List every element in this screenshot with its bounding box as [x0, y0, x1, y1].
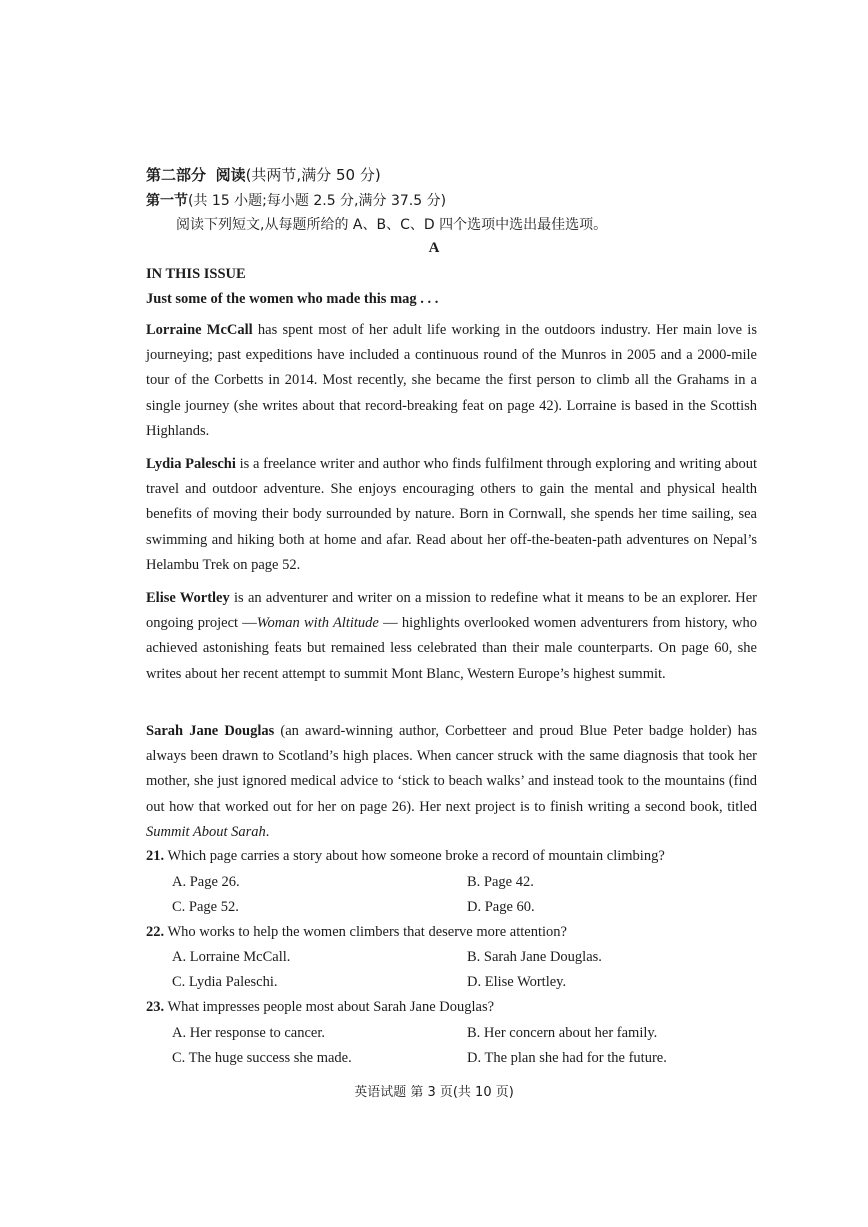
- page-footer: 英语试题 第 3 页(共 10 页): [354, 1085, 514, 1100]
- profile-name: Lorraine McCall: [146, 322, 253, 338]
- question-number: 22.: [146, 924, 165, 940]
- subsection-note: (共 15 小题;每小题 2.5 分,满分 37.5 分): [188, 193, 447, 209]
- option-21-c[interactable]: C. Page 52.: [172, 899, 239, 915]
- instruction-text: 阅读下列短文,从每题所给的 A、B、C、D 四个选项中选出最佳选项。: [176, 217, 608, 233]
- subsection-heading: [146, 190, 446, 210]
- profile-lorraine: [146, 318, 757, 444]
- question-23: [146, 999, 494, 1016]
- option-22-d[interactable]: D. Elise Wortley.: [467, 974, 567, 990]
- option-23-a[interactable]: A. Her response to cancer.: [172, 1025, 325, 1041]
- part-name: 阅读: [215, 166, 246, 184]
- option-22-c[interactable]: C. Lydia Paleschi.: [172, 974, 278, 990]
- question-stem: Who works to help the women climbers that deserve more attention?: [167, 924, 567, 940]
- question-number: 23.: [146, 999, 165, 1015]
- option-22-a[interactable]: A. Lorraine McCall.: [172, 949, 291, 965]
- passage-heading: IN THIS ISSUE: [146, 266, 246, 282]
- question-22: [146, 924, 567, 941]
- question-stem: What impresses people most about Sarah Jane Douglas?: [167, 999, 495, 1015]
- profile-sarah: [146, 719, 757, 845]
- book-title: Summit About Sarah: [146, 823, 266, 840]
- option-21-d[interactable]: D. Page 60.: [467, 899, 535, 915]
- option-23-d[interactable]: D. The plan she had for the future.: [467, 1050, 667, 1066]
- profile-elise: [146, 586, 757, 687]
- profile-text-cont: .: [265, 823, 270, 840]
- profile-name: Sarah Jane Douglas: [146, 723, 275, 739]
- option-21-a[interactable]: A. Page 26.: [172, 874, 240, 890]
- subsection-title: 第一节: [146, 193, 188, 209]
- profile-text: (an award-winning author, Corbetteer and proud Blue Peter badge holder) has always been drawn to Scotland’s high places. When cancer struck with the same diagnosis that took her mother, she just ignored medical advice to ‘stick to beach walks’ and instead took to the mountains (find out how that worked out for her on page 26). Her next project is to finish writing a second book, titled: [146, 723, 757, 815]
- part-note: (共两节,满分 50 分): [245, 166, 381, 184]
- profile-name: Lydia Paleschi: [146, 456, 236, 472]
- profile-name: Elise Wortley: [146, 590, 230, 606]
- profile-text-cont: — highlights overlooked women adventurers from history, who achieved astonishing feats but remained less celebrated than their male counterparts. On page 60, she writes about her recent attempt to summit Mont Blanc, Western Europe’s highest summit.: [146, 615, 757, 682]
- part-title: 第二部分: [146, 166, 207, 184]
- profile-text: is an adventurer and writer on a mission to redefine what it means to be an explorer. Her ongoing project —: [146, 590, 757, 632]
- question-21: [146, 848, 665, 865]
- profile-text: is a freelance writer and author who finds fulfilment through exploring and writing about travel and outdoor adventure. She enjoys encouraging others to gain the mental and physical health benefits of moving their body surrounded by nature. Born in Cornwall, she spends her time sailing, sea swimming and hiking both at home and afar. Read about her off-the-beaten-path adventures on Nepal’s Helambu Trek on page 52.: [146, 456, 757, 573]
- question-number: 21.: [146, 848, 165, 864]
- project-title: Woman with Altitude: [256, 615, 379, 632]
- profile-text: has spent most of her adult life working in the outdoors industry. Her main love is journeying; past expeditions have included a continuous round of the Munros in 2005 and a 2000-mile tour of the Corbetts in 2014. Most recently, she became the first person to climb all the Grahams in a single journey (she writes about that record-breaking feat on page 42). Lorraine is based in the Scottish Highlands.: [146, 322, 757, 439]
- passage-letter: A: [428, 240, 440, 256]
- option-21-b[interactable]: B. Page 42.: [467, 874, 534, 890]
- option-23-c[interactable]: C. The huge success she made.: [172, 1050, 352, 1066]
- option-22-b[interactable]: B. Sarah Jane Douglas.: [467, 949, 602, 965]
- option-23-b[interactable]: B. Her concern about her family.: [467, 1025, 658, 1041]
- question-stem: Which page carries a story about how someone broke a record of mountain climbing?: [167, 848, 665, 864]
- passage-subheading: Just some of the women who made this mag . . .: [146, 291, 439, 307]
- part-heading: [146, 164, 381, 185]
- profile-lydia: [146, 452, 757, 578]
